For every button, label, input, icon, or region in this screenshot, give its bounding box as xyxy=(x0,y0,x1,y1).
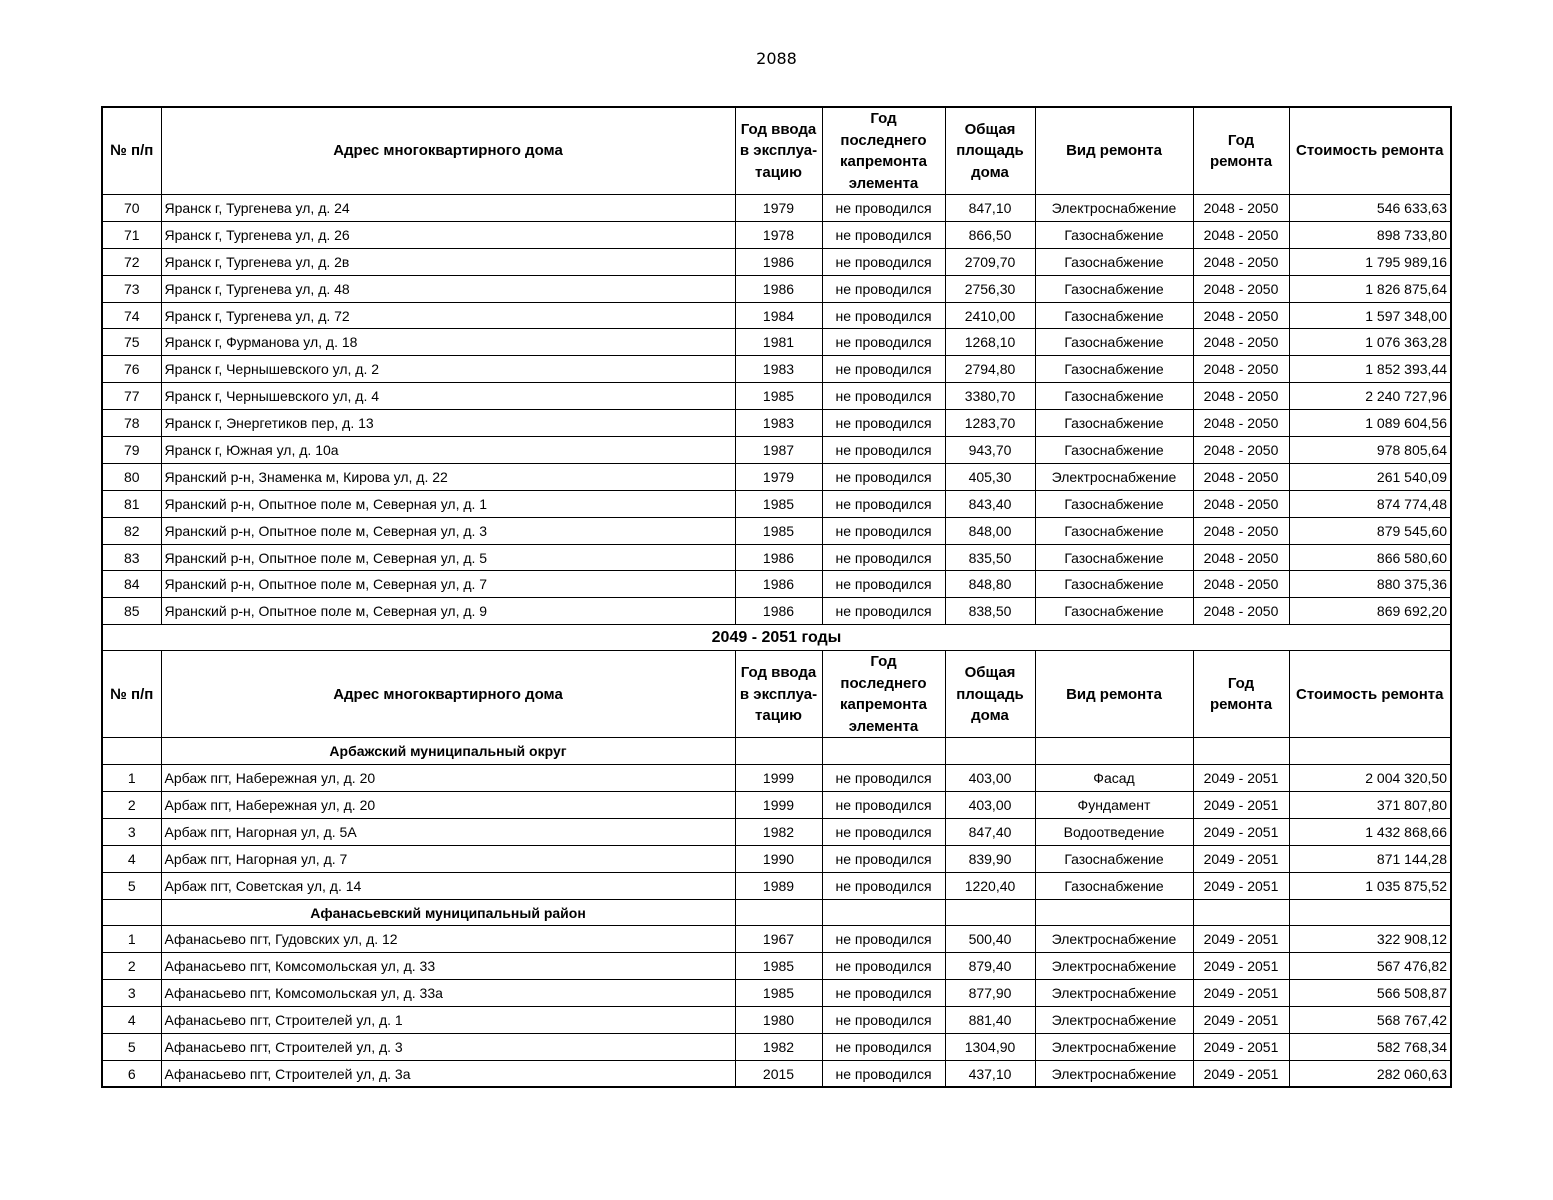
cell-repair-type: Газоснабжение xyxy=(1035,410,1193,437)
cell-total-area: 866,50 xyxy=(945,221,1035,248)
table-row xyxy=(102,195,1451,222)
cell-repair-cost: 2 240 727,96 xyxy=(1289,383,1451,410)
section-title: 2049 - 2051 годы xyxy=(102,625,1451,651)
cell-repair-cost: 568 767,42 xyxy=(1289,1007,1451,1034)
cell-total-area: 405,30 xyxy=(945,463,1035,490)
cell-row-number: 85 xyxy=(102,598,161,625)
table-row xyxy=(102,926,1451,953)
table-body xyxy=(102,107,1451,1087)
cell-repair-year: 2049 - 2051 xyxy=(1193,872,1289,899)
cell-total-area: 2756,30 xyxy=(945,275,1035,302)
cell-row-number: 71 xyxy=(102,221,161,248)
cell-repair-type: Газоснабжение xyxy=(1035,383,1193,410)
cell-row-number: 5 xyxy=(102,872,161,899)
cell-repair-cost: 869 692,20 xyxy=(1289,598,1451,625)
cell-repair-type: Фасад xyxy=(1035,765,1193,792)
cell-row-number: 4 xyxy=(102,845,161,872)
cell-total-area: 843,40 xyxy=(945,490,1035,517)
cell-repair-type: Газоснабжение xyxy=(1035,517,1193,544)
cell-address: Арбаж пгт, Нагорная ул, д. 7 xyxy=(161,845,735,872)
empty-cell xyxy=(822,738,945,765)
cell-repair-year: 2049 - 2051 xyxy=(1193,818,1289,845)
cell-last-repair-year: не проводился xyxy=(822,953,945,980)
cell-repair-year: 2048 - 2050 xyxy=(1193,248,1289,275)
cell-repair-type: Электроснабжение xyxy=(1035,1007,1193,1034)
cell-repair-year: 2048 - 2050 xyxy=(1193,571,1289,598)
table-row xyxy=(102,490,1451,517)
cell-address: Арбаж пгт, Советская ул, д. 14 xyxy=(161,872,735,899)
cell-address: Яранский р-н, Опытное поле м, Северная ул, д. 9 xyxy=(161,598,735,625)
cell-total-area: 847,10 xyxy=(945,195,1035,222)
table-row xyxy=(102,302,1451,329)
cell-repair-type: Электроснабжение xyxy=(1035,953,1193,980)
cell-last-repair-year: не проводился xyxy=(822,818,945,845)
cell-repair-type: Газоснабжение xyxy=(1035,598,1193,625)
cell-repair-cost: 1 826 875,64 xyxy=(1289,275,1451,302)
cell-repair-type: Газоснабжение xyxy=(1035,872,1193,899)
header-repair-type: Вид ремонта xyxy=(1035,651,1193,738)
cell-row-number: 3 xyxy=(102,818,161,845)
header-last-repair-year: Год последнего капремонта элемента xyxy=(822,107,945,195)
cell-last-repair-year: не проводился xyxy=(822,1060,945,1087)
cell-address: Афанасьево пгт, Строителей ул, д. 3 xyxy=(161,1034,735,1061)
table-row xyxy=(102,383,1451,410)
cell-repair-year: 2048 - 2050 xyxy=(1193,410,1289,437)
cell-repair-cost: 879 545,60 xyxy=(1289,517,1451,544)
cell-address: Яранский р-н, Опытное поле м, Северная ул, д. 3 xyxy=(161,517,735,544)
header-year-built: Год ввода в эксплуа-тацию xyxy=(735,107,822,195)
cell-last-repair-year: не проводился xyxy=(822,1007,945,1034)
cell-year-built: 1987 xyxy=(735,437,822,464)
cell-row-number: 74 xyxy=(102,302,161,329)
header-total-area: Общая площадь дома xyxy=(945,107,1035,195)
cell-address: Яранский р-н, Опытное поле м, Северная ул, д. 1 xyxy=(161,490,735,517)
cell-year-built: 1986 xyxy=(735,248,822,275)
cell-repair-cost: 2 004 320,50 xyxy=(1289,765,1451,792)
cell-last-repair-year: не проводился xyxy=(822,792,945,819)
empty-cell xyxy=(1289,738,1451,765)
cell-total-area: 403,00 xyxy=(945,792,1035,819)
table-row xyxy=(102,437,1451,464)
table-row xyxy=(102,544,1451,571)
header-row-number: № п/п xyxy=(102,651,161,738)
cell-row-number: 6 xyxy=(102,1060,161,1087)
cell-year-built: 1981 xyxy=(735,329,822,356)
repair-schedule-table xyxy=(101,106,1452,1088)
table-row xyxy=(102,1034,1451,1061)
cell-repair-type: Электроснабжение xyxy=(1035,1034,1193,1061)
empty-cell xyxy=(945,899,1035,926)
cell-repair-year: 2049 - 2051 xyxy=(1193,980,1289,1007)
cell-repair-cost: 322 908,12 xyxy=(1289,926,1451,953)
cell-row-number: 2 xyxy=(102,953,161,980)
page-number: 2088 xyxy=(756,49,797,68)
group-row-afanasyevo xyxy=(102,899,1451,926)
table-row xyxy=(102,221,1451,248)
cell-repair-type: Электроснабжение xyxy=(1035,926,1193,953)
cell-address: Афанасьево пгт, Гудовских ул, д. 12 xyxy=(161,926,735,953)
cell-repair-cost: 1 035 875,52 xyxy=(1289,872,1451,899)
empty-cell xyxy=(1289,899,1451,926)
cell-year-built: 1983 xyxy=(735,410,822,437)
cell-repair-year: 2048 - 2050 xyxy=(1193,544,1289,571)
cell-last-repair-year: не проводился xyxy=(822,329,945,356)
table-row xyxy=(102,410,1451,437)
cell-repair-cost: 282 060,63 xyxy=(1289,1060,1451,1087)
cell-repair-year: 2049 - 2051 xyxy=(1193,953,1289,980)
cell-address: Арбаж пгт, Набережная ул, д. 20 xyxy=(161,792,735,819)
cell-repair-cost: 874 774,48 xyxy=(1289,490,1451,517)
cell-total-area: 848,00 xyxy=(945,517,1035,544)
header-repair-year: Год ремонта xyxy=(1193,651,1289,738)
cell-repair-cost: 371 807,80 xyxy=(1289,792,1451,819)
cell-last-repair-year: не проводился xyxy=(822,571,945,598)
header-row-top xyxy=(102,107,1451,195)
cell-address: Яранский р-н, Опытное поле м, Северная ул, д. 7 xyxy=(161,571,735,598)
group-name: Арбажский муниципальный округ xyxy=(161,738,735,765)
table-row xyxy=(102,872,1451,899)
cell-last-repair-year: не проводился xyxy=(822,356,945,383)
table-row xyxy=(102,792,1451,819)
cell-address: Афанасьево пгт, Комсомольская ул, д. 33а xyxy=(161,980,735,1007)
table-row xyxy=(102,953,1451,980)
cell-address: Арбаж пгт, Набережная ул, д. 20 xyxy=(161,765,735,792)
cell-row-number: 2 xyxy=(102,792,161,819)
table-row xyxy=(102,329,1451,356)
empty-cell xyxy=(822,899,945,926)
header-repair-cost: Стоимость ремонта xyxy=(1289,107,1451,195)
cell-row-number: 83 xyxy=(102,544,161,571)
cell-repair-cost: 1 089 604,56 xyxy=(1289,410,1451,437)
cell-year-built: 1990 xyxy=(735,845,822,872)
header-row-number: № п/п xyxy=(102,107,161,195)
cell-repair-type: Газоснабжение xyxy=(1035,845,1193,872)
table-row xyxy=(102,598,1451,625)
table-row xyxy=(102,1007,1451,1034)
cell-repair-year: 2048 - 2050 xyxy=(1193,329,1289,356)
cell-year-built: 1983 xyxy=(735,356,822,383)
cell-year-built: 1985 xyxy=(735,980,822,1007)
cell-total-area: 403,00 xyxy=(945,765,1035,792)
cell-repair-year: 2048 - 2050 xyxy=(1193,356,1289,383)
cell-year-built: 1984 xyxy=(735,302,822,329)
cell-repair-year: 2048 - 2050 xyxy=(1193,490,1289,517)
cell-year-built: 1980 xyxy=(735,1007,822,1034)
cell-year-built: 1986 xyxy=(735,275,822,302)
cell-address: Яранск г, Чернышевского ул, д. 4 xyxy=(161,383,735,410)
cell-last-repair-year: не проводился xyxy=(822,845,945,872)
cell-repair-year: 2049 - 2051 xyxy=(1193,1007,1289,1034)
cell-year-built: 1978 xyxy=(735,221,822,248)
cell-total-area: 848,80 xyxy=(945,571,1035,598)
empty-cell xyxy=(735,738,822,765)
cell-address: Яранск г, Чернышевского ул, д. 2 xyxy=(161,356,735,383)
cell-row-number: 72 xyxy=(102,248,161,275)
cell-last-repair-year: не проводился xyxy=(822,765,945,792)
cell-year-built: 1985 xyxy=(735,953,822,980)
cell-repair-type: Электроснабжение xyxy=(1035,195,1193,222)
cell-last-repair-year: не проводился xyxy=(822,221,945,248)
cell-year-built: 1979 xyxy=(735,195,822,222)
cell-address: Арбаж пгт, Нагорная ул, д. 5А xyxy=(161,818,735,845)
cell-repair-year: 2049 - 2051 xyxy=(1193,792,1289,819)
cell-last-repair-year: не проводился xyxy=(822,544,945,571)
cell-repair-type: Газоснабжение xyxy=(1035,329,1193,356)
cell-year-built: 1986 xyxy=(735,544,822,571)
header-repair-type: Вид ремонта xyxy=(1035,107,1193,195)
cell-total-area: 838,50 xyxy=(945,598,1035,625)
table-row xyxy=(102,248,1451,275)
empty-cell xyxy=(1035,738,1193,765)
cell-repair-type: Газоснабжение xyxy=(1035,248,1193,275)
cell-repair-cost: 546 633,63 xyxy=(1289,195,1451,222)
cell-repair-year: 2048 - 2050 xyxy=(1193,517,1289,544)
table-row xyxy=(102,517,1451,544)
empty-cell xyxy=(1193,899,1289,926)
cell-last-repair-year: не проводился xyxy=(822,410,945,437)
group-row-arbazh xyxy=(102,738,1451,765)
cell-repair-cost: 566 508,87 xyxy=(1289,980,1451,1007)
cell-repair-cost: 978 805,64 xyxy=(1289,437,1451,464)
cell-repair-cost: 898 733,80 xyxy=(1289,221,1451,248)
cell-last-repair-year: не проводился xyxy=(822,1034,945,1061)
cell-repair-cost: 567 476,82 xyxy=(1289,953,1451,980)
cell-address: Афанасьево пгт, Комсомольская ул, д. 33 xyxy=(161,953,735,980)
cell-address: Яранск г, Тургенева ул, д. 2в xyxy=(161,248,735,275)
cell-total-area: 839,90 xyxy=(945,845,1035,872)
cell-repair-type: Газоснабжение xyxy=(1035,356,1193,383)
section-title-row xyxy=(102,625,1451,651)
cell-last-repair-year: не проводился xyxy=(822,490,945,517)
table-row xyxy=(102,845,1451,872)
table-row xyxy=(102,571,1451,598)
cell-total-area: 881,40 xyxy=(945,1007,1035,1034)
cell-address: Яранск г, Тургенева ул, д. 24 xyxy=(161,195,735,222)
cell-row-number: 84 xyxy=(102,571,161,598)
cell-last-repair-year: не проводился xyxy=(822,517,945,544)
cell-year-built: 1967 xyxy=(735,926,822,953)
cell-row-number: 1 xyxy=(102,765,161,792)
cell-last-repair-year: не проводился xyxy=(822,275,945,302)
cell-address: Афанасьево пгт, Строителей ул, д. 3а xyxy=(161,1060,735,1087)
cell-year-built: 1985 xyxy=(735,517,822,544)
cell-row-number: 82 xyxy=(102,517,161,544)
cell-repair-cost: 1 597 348,00 xyxy=(1289,302,1451,329)
header-repair-cost: Стоимость ремонта xyxy=(1289,651,1451,738)
empty-cell xyxy=(102,899,161,926)
cell-repair-year: 2048 - 2050 xyxy=(1193,275,1289,302)
cell-address: Афанасьево пгт, Строителей ул, д. 1 xyxy=(161,1007,735,1034)
cell-total-area: 2794,80 xyxy=(945,356,1035,383)
cell-total-area: 1268,10 xyxy=(945,329,1035,356)
cell-repair-cost: 261 540,09 xyxy=(1289,463,1451,490)
cell-total-area: 437,10 xyxy=(945,1060,1035,1087)
table-row xyxy=(102,818,1451,845)
table-row xyxy=(102,1060,1451,1087)
cell-address: Яранск г, Тургенева ул, д. 26 xyxy=(161,221,735,248)
cell-repair-year: 2049 - 2051 xyxy=(1193,1034,1289,1061)
cell-row-number: 76 xyxy=(102,356,161,383)
cell-repair-year: 2048 - 2050 xyxy=(1193,463,1289,490)
cell-repair-type: Электроснабжение xyxy=(1035,1060,1193,1087)
empty-cell xyxy=(1035,899,1193,926)
cell-total-area: 500,40 xyxy=(945,926,1035,953)
cell-total-area: 1220,40 xyxy=(945,872,1035,899)
table-row xyxy=(102,356,1451,383)
cell-repair-year: 2049 - 2051 xyxy=(1193,765,1289,792)
table-row xyxy=(102,765,1451,792)
cell-repair-year: 2048 - 2050 xyxy=(1193,383,1289,410)
header-last-repair-year: Год последнего капремонта элемента xyxy=(822,651,945,738)
cell-repair-cost: 1 432 868,66 xyxy=(1289,818,1451,845)
cell-last-repair-year: не проводился xyxy=(822,302,945,329)
table-row xyxy=(102,463,1451,490)
cell-row-number: 81 xyxy=(102,490,161,517)
cell-address: Яранский р-н, Опытное поле м, Северная ул, д. 5 xyxy=(161,544,735,571)
cell-year-built: 1999 xyxy=(735,792,822,819)
cell-total-area: 2410,00 xyxy=(945,302,1035,329)
cell-last-repair-year: не проводился xyxy=(822,248,945,275)
cell-year-built: 1982 xyxy=(735,818,822,845)
header-year-built: Год ввода в эксплуа-тацию xyxy=(735,651,822,738)
cell-total-area: 847,40 xyxy=(945,818,1035,845)
cell-repair-cost: 582 768,34 xyxy=(1289,1034,1451,1061)
cell-repair-year: 2048 - 2050 xyxy=(1193,195,1289,222)
cell-repair-type: Водоотведение xyxy=(1035,818,1193,845)
cell-address: Яранск г, Южная ул, д. 10а xyxy=(161,437,735,464)
cell-last-repair-year: не проводился xyxy=(822,598,945,625)
cell-total-area: 835,50 xyxy=(945,544,1035,571)
header-repair-year: Год ремонта xyxy=(1193,107,1289,195)
cell-year-built: 1985 xyxy=(735,490,822,517)
cell-repair-type: Электроснабжение xyxy=(1035,980,1193,1007)
cell-address: Яранск г, Тургенева ул, д. 48 xyxy=(161,275,735,302)
empty-cell xyxy=(1193,738,1289,765)
cell-repair-year: 2048 - 2050 xyxy=(1193,598,1289,625)
cell-year-built: 1986 xyxy=(735,598,822,625)
cell-total-area: 943,70 xyxy=(945,437,1035,464)
cell-repair-year: 2049 - 2051 xyxy=(1193,1060,1289,1087)
table-row xyxy=(102,275,1451,302)
cell-address: Яранск г, Энергетиков пер, д. 13 xyxy=(161,410,735,437)
cell-row-number: 3 xyxy=(102,980,161,1007)
cell-repair-type: Электроснабжение xyxy=(1035,463,1193,490)
cell-row-number: 80 xyxy=(102,463,161,490)
cell-repair-cost: 866 580,60 xyxy=(1289,544,1451,571)
cell-row-number: 78 xyxy=(102,410,161,437)
cell-last-repair-year: не проводился xyxy=(822,437,945,464)
cell-row-number: 5 xyxy=(102,1034,161,1061)
cell-address: Яранск г, Фурманова ул, д. 18 xyxy=(161,329,735,356)
header-address: Адрес многоквартирного дома xyxy=(161,651,735,738)
empty-cell xyxy=(735,899,822,926)
cell-total-area: 1304,90 xyxy=(945,1034,1035,1061)
group-name: Афанасьевский муниципальный район xyxy=(161,899,735,926)
cell-year-built: 1989 xyxy=(735,872,822,899)
cell-repair-type: Фундамент xyxy=(1035,792,1193,819)
cell-year-built: 1985 xyxy=(735,383,822,410)
cell-total-area: 2709,70 xyxy=(945,248,1035,275)
cell-repair-type: Газоснабжение xyxy=(1035,221,1193,248)
cell-total-area: 1283,70 xyxy=(945,410,1035,437)
cell-last-repair-year: не проводился xyxy=(822,872,945,899)
cell-row-number: 77 xyxy=(102,383,161,410)
empty-cell xyxy=(102,738,161,765)
cell-repair-year: 2048 - 2050 xyxy=(1193,437,1289,464)
cell-last-repair-year: не проводился xyxy=(822,463,945,490)
cell-row-number: 75 xyxy=(102,329,161,356)
cell-repair-year: 2049 - 2051 xyxy=(1193,845,1289,872)
cell-last-repair-year: не проводился xyxy=(822,383,945,410)
cell-repair-cost: 1 076 363,28 xyxy=(1289,329,1451,356)
cell-repair-cost: 880 375,36 xyxy=(1289,571,1451,598)
cell-row-number: 4 xyxy=(102,1007,161,1034)
cell-total-area: 879,40 xyxy=(945,953,1035,980)
cell-repair-year: 2049 - 2051 xyxy=(1193,926,1289,953)
cell-last-repair-year: не проводился xyxy=(822,980,945,1007)
cell-repair-type: Газоснабжение xyxy=(1035,571,1193,598)
cell-repair-type: Газоснабжение xyxy=(1035,544,1193,571)
cell-year-built: 1986 xyxy=(735,571,822,598)
header-row-section2 xyxy=(102,651,1451,738)
cell-last-repair-year: не проводился xyxy=(822,926,945,953)
cell-year-built: 1999 xyxy=(735,765,822,792)
header-total-area: Общая площадь дома xyxy=(945,651,1035,738)
cell-total-area: 3380,70 xyxy=(945,383,1035,410)
cell-repair-cost: 871 144,28 xyxy=(1289,845,1451,872)
cell-year-built: 1979 xyxy=(735,463,822,490)
cell-repair-year: 2048 - 2050 xyxy=(1193,302,1289,329)
cell-repair-type: Газоснабжение xyxy=(1035,302,1193,329)
cell-repair-type: Газоснабжение xyxy=(1035,437,1193,464)
cell-last-repair-year: не проводился xyxy=(822,195,945,222)
cell-repair-cost: 1 795 989,16 xyxy=(1289,248,1451,275)
cell-row-number: 70 xyxy=(102,195,161,222)
cell-address: Яранский р-н, Знаменка м, Кирова ул, д. 22 xyxy=(161,463,735,490)
cell-row-number: 1 xyxy=(102,926,161,953)
cell-address: Яранск г, Тургенева ул, д. 72 xyxy=(161,302,735,329)
cell-year-built: 2015 xyxy=(735,1060,822,1087)
header-address: Адрес многоквартирного дома xyxy=(161,107,735,195)
table-row xyxy=(102,980,1451,1007)
cell-repair-type: Газоснабжение xyxy=(1035,275,1193,302)
cell-total-area: 877,90 xyxy=(945,980,1035,1007)
cell-repair-cost: 1 852 393,44 xyxy=(1289,356,1451,383)
cell-year-built: 1982 xyxy=(735,1034,822,1061)
cell-repair-type: Газоснабжение xyxy=(1035,490,1193,517)
cell-row-number: 79 xyxy=(102,437,161,464)
cell-repair-year: 2048 - 2050 xyxy=(1193,221,1289,248)
empty-cell xyxy=(945,738,1035,765)
cell-row-number: 73 xyxy=(102,275,161,302)
